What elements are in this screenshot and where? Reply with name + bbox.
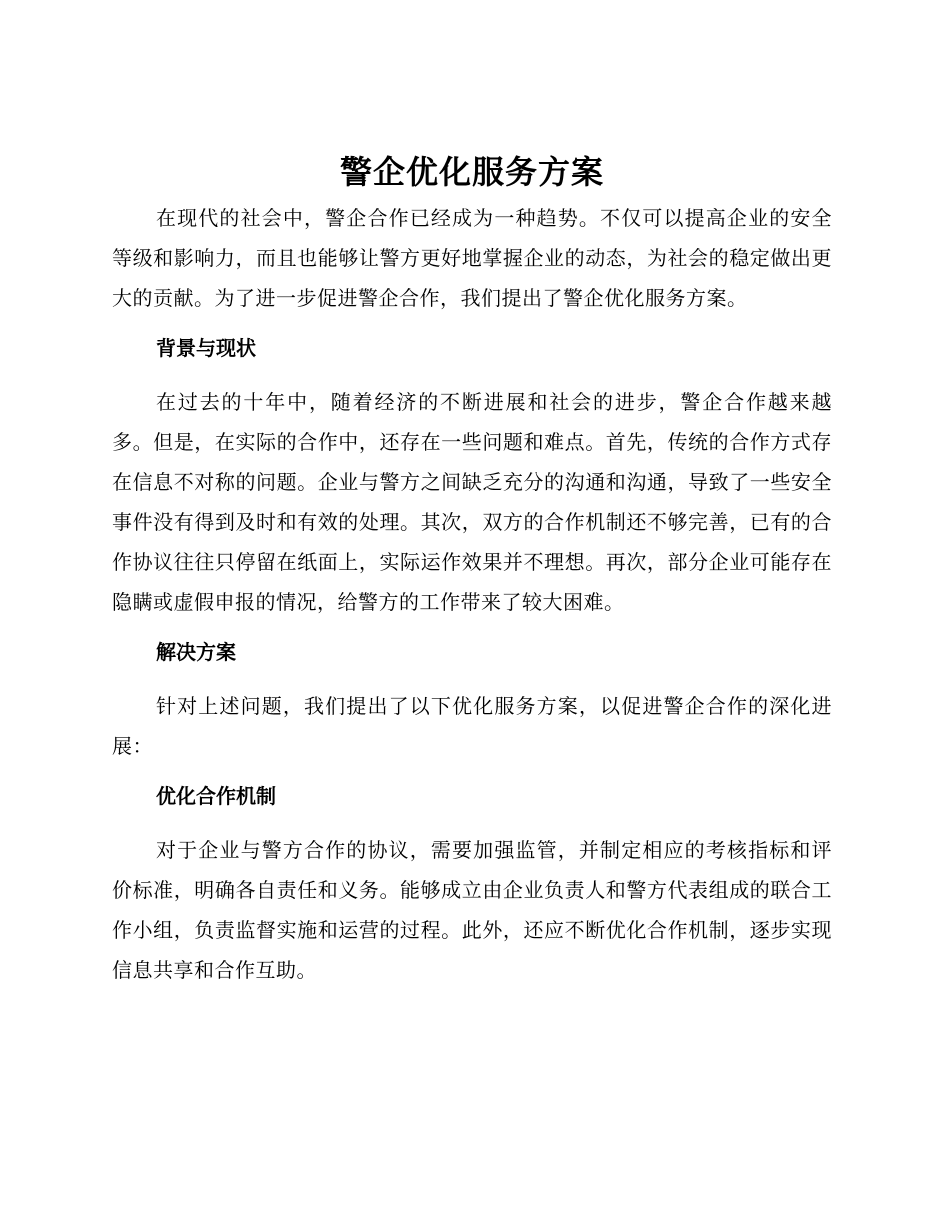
document-body — [112, 148, 832, 1000]
section-heading-background: 背景与现状 — [156, 336, 256, 360]
document-title: 警企优化服务方案 — [339, 153, 604, 191]
section-heading-optimize-mechanism: 优化合作机制 — [156, 784, 276, 808]
background-paragraph: 在过去的十年中，随着经济的不断进展和社会的进步，警企合作越来越多。但是，在实际的合作中，还存在一些问题和难点。首先，传统的合作方式存在信息不对称的问题。企业与警方之间缺乏充分的沟通和沟通，导致了一些安全事件没有得到及时和有效的处理。其次，双方的合作机制还不够完善，已有的合作协议往往只停留在纸面上，实际运作效果并不理想。再次，部分企业可能存在隐瞒或虚假申报的情况，给警方的工作带来了较大困难。 — [112, 390, 832, 614]
intro-paragraph: 在现代的社会中，警企合作已经成为一种趋势。不仅可以提高企业的安全等级和影响力，而且也能够让警方更好地掌握企业的动态，为社会的稳定做出更大的贡献。为了进一步促进警企合作，我们提出了警企优化服务方案。 — [112, 206, 832, 310]
section-heading-solution: 解决方案 — [156, 640, 236, 664]
solution-paragraph: 针对上述问题，我们提出了以下优化服务方案，以促进警企合作的深化进展： — [112, 694, 832, 758]
optimize-mechanism-paragraph: 对于企业与警方合作的协议，需要加强监管，并制定相应的考核指标和评价标准，明确各自责任和义务。能够成立由企业负责人和警方代表组成的联合工作小组，负责监督实施和运营的过程。此外，还应不断优化合作机制，逐步实现信息共享和合作互助。 — [112, 838, 832, 982]
